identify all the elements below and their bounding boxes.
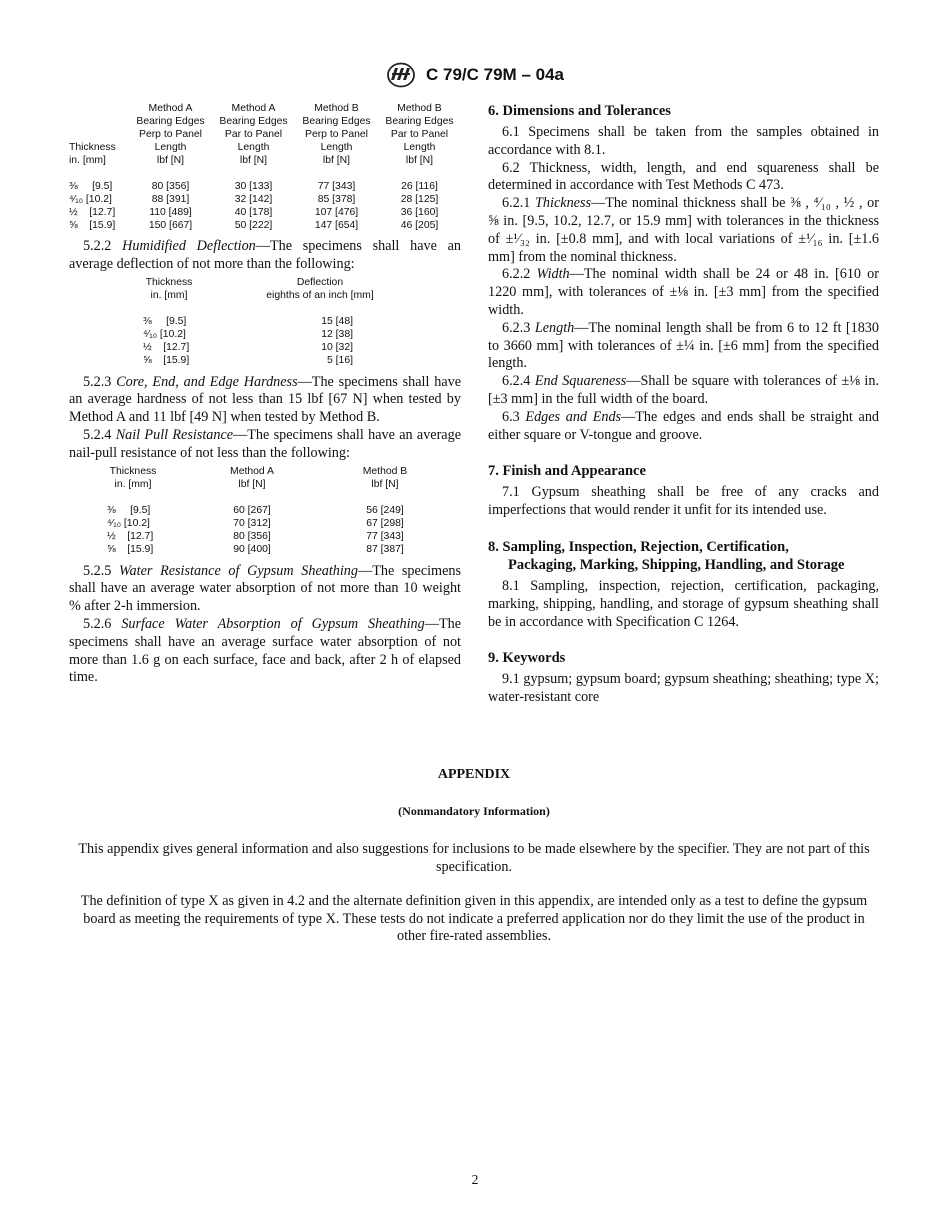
appendix-subtitle: (Nonmandatory Information) bbox=[398, 803, 550, 818]
designation: C 79/C 79M – 04a bbox=[426, 65, 564, 84]
table-522-top bbox=[69, 102, 461, 232]
th-1-3: Perp to Panel bbox=[139, 129, 202, 140]
th-1-2: Bearing Edges bbox=[136, 116, 205, 127]
th-3-5: lbf [N] bbox=[322, 155, 351, 166]
th-4-2: Bearing Edges bbox=[385, 116, 454, 127]
table-row: ⅝ [15.9] 90 [400] 87 [387] bbox=[107, 543, 404, 555]
para-6-1: 6.1 Specimens shall be taken from the samples obtained in accordance with 8.1. bbox=[488, 124, 879, 158]
para-6-2-3: 6.2.3 Length—The nominal length shall be from 6 to 12 ft [1830 to 3660 mm] with tolerances of ±¼ in. [±6 mm] from the specified length. bbox=[488, 319, 879, 372]
para-5-2-6: 5.2.6 Surface Water Absorption of Gypsum Sheathing—The specimens shall have an average surface water absorption of not more than 1.6 g on each surface, face and back, after 2 h of elapsed time. bbox=[69, 615, 461, 686]
appendix-title: APPENDIX bbox=[437, 767, 511, 782]
para-9-1: 9.1 gypsum; gypsum board; gypsum sheathing; sheathing; type X; water-resistant core bbox=[488, 671, 879, 706]
th-1-4: Length bbox=[154, 142, 187, 153]
th-3-2: Bearing Edges bbox=[302, 116, 371, 127]
table-row: ½ [12.7] 80 [356] 77 [343] bbox=[107, 530, 404, 542]
table-row: ½ [12.7] 10 [32] bbox=[143, 341, 353, 353]
th-2-1: Method A bbox=[231, 103, 276, 114]
th-3-3: Perp to Panel bbox=[305, 129, 368, 140]
th-3-1: Method B bbox=[314, 103, 359, 114]
th-2-3: Par to Panel bbox=[224, 129, 283, 140]
table-row: ⅜ [9.5] 15 [48] bbox=[143, 315, 353, 327]
heading-section-8: 8. Sampling, Inspection, Rejection, Certification, Packaging, Marking, Shipping, Handling, and Storage bbox=[488, 538, 845, 573]
th-0-1: Thickness bbox=[69, 142, 116, 153]
appendix-para-2: The definition of type X as given in 4.2 and the alternate definition given in this appendix, are intended only as a test to define the gypsum board as meeting the requirements of type X. These tests do not indicate a preferred application nor do they limit the use of the product in other fire-rated assemblies. bbox=[80, 893, 868, 944]
table-row: ⅝ [15.9] 5 [16] bbox=[143, 354, 353, 366]
para-6-2: 6.2 Thickness, width, length, and end squareness shall be determined in accordance with Test Methods C 473. bbox=[488, 159, 879, 194]
para-6-3: 6.3 Edges and Ends—The edges and ends shall be straight and either square or V-tongue and groove. bbox=[488, 408, 880, 443]
table-row: ⁴⁄₁₀ [10.2] 12 [38] bbox=[143, 328, 353, 340]
table-deflection: Thickness Deflection in. [mm] eighths of an inch [mm] ⅜ [9.5] 15 [48] ⁴⁄₁₀ [10.2] 12 [38] ½ [12.7] 10 [32] ⅝ [15.9] 5 [16] bbox=[143, 276, 445, 367]
left-column bbox=[69, 102, 461, 687]
th-1-1: Method A bbox=[148, 103, 193, 114]
th-1-5: lbf [N] bbox=[156, 155, 185, 166]
table-row: ⁴⁄₁₀ [10.2] 70 [312] 67 [298] bbox=[107, 517, 404, 529]
th-4-5: lbf [N] bbox=[405, 155, 434, 166]
th-2-5: lbf [N] bbox=[239, 155, 268, 166]
page-number: 2 bbox=[471, 1172, 479, 1187]
table-row: ⅜ [9.5] 80 [356] 30 [133] 77 [343] 26 [116] bbox=[69, 181, 438, 192]
heading-section-6: 6. Dimensions and Tolerances bbox=[488, 103, 671, 119]
heading-section-9: 9. Keywords bbox=[488, 650, 566, 667]
table-row: ⁴⁄₁₀ [10.2] 88 [391] 32 [142] 85 [378] 28 [125] bbox=[69, 194, 439, 205]
th-4-3: Par to Panel bbox=[390, 129, 449, 140]
para-5-2-3: 5.2.3 Core, End, and Edge Hardness—The specimens shall have an average hardness of not less than 15 lbf [67 N] when tested by Method A and 11 lbf [49 N] when tested by Method B. bbox=[69, 373, 462, 426]
th-0-2: in. [mm] bbox=[69, 155, 106, 166]
right-column bbox=[488, 102, 879, 707]
table-row: ⅜ [9.5] 60 [267] 56 [249] bbox=[107, 504, 404, 516]
astm-logo-icon bbox=[386, 62, 416, 88]
para-5-2-5: 5.2.5 Water Resistance of Gypsum Sheathing—The specimens shall have an average water absorption of not more than 10 weight % after 2-h immersion. bbox=[69, 562, 462, 615]
para-6-2-1: 6.2.1 Thickness—The nominal thickness shall be ⅜ , ⁴⁄₁₀ , ½ , or ⅝ in. [9.5, 10.2, 12.7, or 15.9 mm] with tolerances in the thickness of ±¹⁄₃₂ in. [±0.8 mm], and with local variations of ±¹⁄₁₆ in. [±1.6 mm] from the nominal thickness. bbox=[488, 195, 879, 265]
heading-section-7: 7. Finish and Appearance bbox=[488, 463, 646, 480]
th-3-4: Length bbox=[320, 142, 353, 153]
para-6-2-4: 6.2.4 End Squareness—Shall be square with tolerances of ±⅛ in. [±3 mm] in the full width of the board. bbox=[488, 373, 879, 407]
table-row: ⅝ [15.9] 150 [667] 50 [222] 147 [654] 46 [205] bbox=[69, 220, 439, 231]
para-8-1: 8.1 Sampling, inspection, rejection, certification, packaging, marking, shipping, handling, and storage of gypsum sheathing shall be in accordance with Specification C 1264. bbox=[488, 577, 879, 630]
page-header bbox=[0, 62, 950, 88]
para-7-1: 7.1 Gypsum sheathing shall be free of any cracks and imperfections that would render it unfit for its intended use. bbox=[488, 484, 879, 519]
th-4-4: Length bbox=[403, 142, 436, 153]
para-6-2-2: 6.2.2 Width—The nominal width shall be 24 or 48 in. [610 or 1220 mm], with tolerances of ±⅛ in. [±3 mm] from the specified width. bbox=[488, 266, 879, 318]
para-5-2-4: 5.2.4 Nail Pull Resistance—The specimens shall have an average nail-pull resistance of not less than the following: bbox=[69, 426, 461, 461]
th-2-2: Bearing Edges bbox=[219, 116, 288, 127]
table-row: ½ [12.7] 110 [489] 40 [178] 107 [476] 36 [160] bbox=[69, 207, 439, 218]
para-5-2-2: 5.2.2 Humidified Deflection—The specimens shall have an average deflection of not more than the following: bbox=[69, 238, 462, 272]
appendix bbox=[69, 766, 879, 946]
appendix-para-1: This appendix gives general information and also suggestions for inclusions to be made elsewhere by the specifier. They are not part of this specification. bbox=[78, 841, 870, 875]
th-4-1: Method B bbox=[397, 103, 442, 114]
th-2-4: Length bbox=[237, 142, 270, 153]
table-nail-pull: Thickness Method A Method B in. [mm] lbf [N] lbf [N] ⅜ [9.5] 60 [267] 56 [249] ⁴⁄₁₀ [10.2] 70 [312] 67 [298] ½ [12.7] 80 [356] 77 [343] ⅝ [15.9] 90 [400] 87 [387] bbox=[107, 465, 425, 556]
